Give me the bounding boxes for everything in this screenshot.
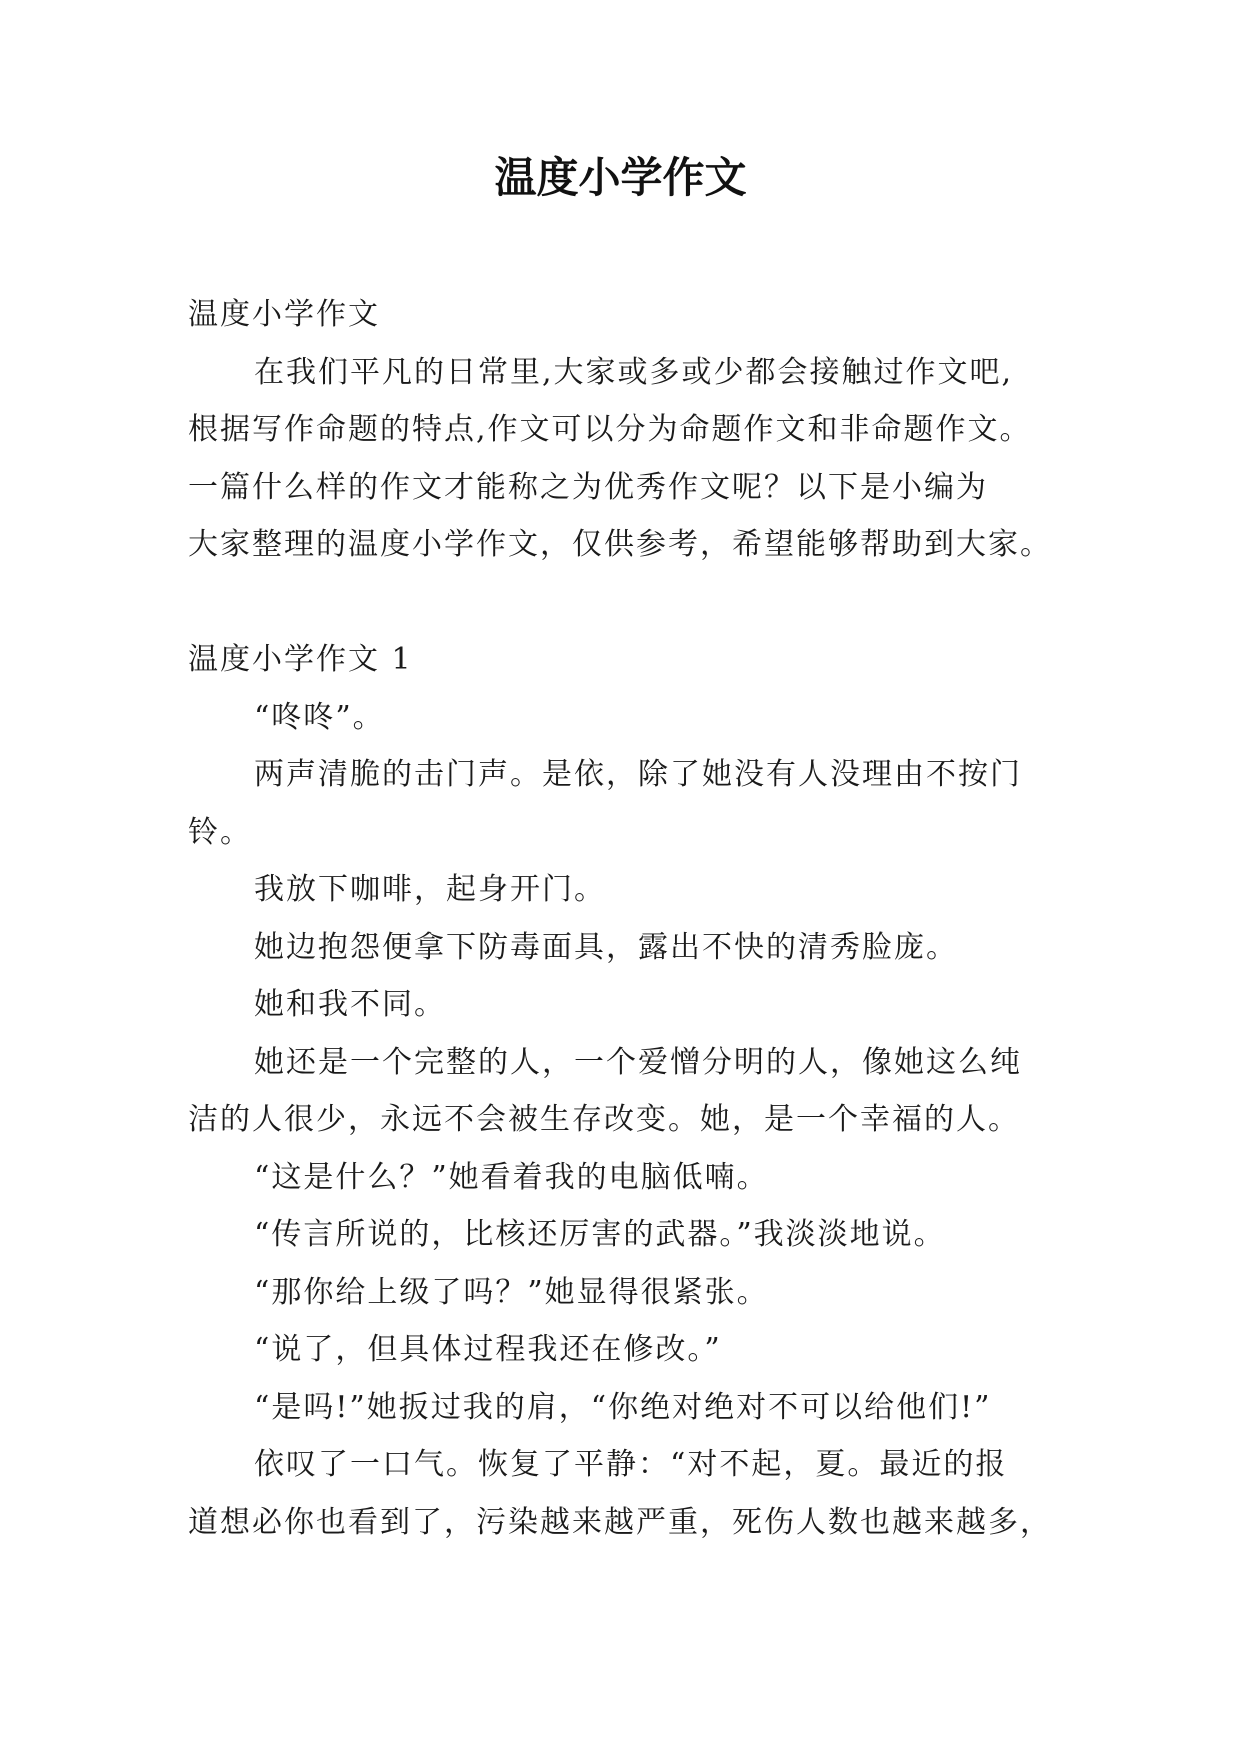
paragraph-gap <box>188 574 1053 632</box>
text-line: 她和我不同。 <box>254 987 446 1022</box>
text-line: “说了，但具体过程我还在修改。” <box>254 1332 722 1367</box>
text-line: 根据写作命题的特点,作文可以分为命题作文和非命题作文。 <box>188 412 1032 447</box>
text-line: “咚咚”。 <box>254 699 385 735</box>
text-line: 在我们平凡的日常里,大家或多或少都会接触过作文吧, <box>254 354 1014 390</box>
text-line: 道想必你也看到了，污染越来越严重，死伤人数也越来越多， <box>188 1504 1052 1540</box>
text-line: 大家整理的温度小学作文，仅供参考，希望能够帮助到大家。 <box>188 527 1052 562</box>
text-line: 我放下咖啡，起身开门。 <box>254 872 606 907</box>
text-line: “这是什么？”她看着我的电脑低喃。 <box>254 1159 769 1195</box>
text-line: 温度小学作文 <box>188 297 380 332</box>
document-body <box>188 286 1053 1551</box>
text-line: “是吗!”她扳过我的肩，“你绝对绝对不可以给他们!” <box>254 1389 992 1425</box>
text-line: 她边抱怨便拿下防毒面具，露出不快的清秀脸庞。 <box>254 929 958 965</box>
text-line: “传言所说的，比核还厉害的武器。”我淡淡地说。 <box>254 1217 946 1252</box>
text-line: 一篇什么样的作文才能称之为优秀作文呢？以下是小编为 <box>188 469 988 505</box>
text-line: 洁的人很少，永远不会被生存改变。她，是一个幸福的人。 <box>188 1102 1020 1137</box>
text-line: 温度小学作文 1 <box>188 642 413 677</box>
document-title: 温度小学作文 <box>494 153 747 202</box>
text-line: “那你给上级了吗？”她显得很紧张。 <box>254 1274 769 1310</box>
text-line: 两声清脆的击门声。是依，除了她没有人没理由不按门 <box>254 757 1022 792</box>
text-line: 她还是一个完整的人，一个爱憎分明的人，像她这么纯 <box>254 1044 1022 1080</box>
text-line: 铃。 <box>188 814 252 850</box>
text-line: 依叹了一口气。恢复了平静：“对不起，夏。最近的报 <box>254 1447 1008 1482</box>
